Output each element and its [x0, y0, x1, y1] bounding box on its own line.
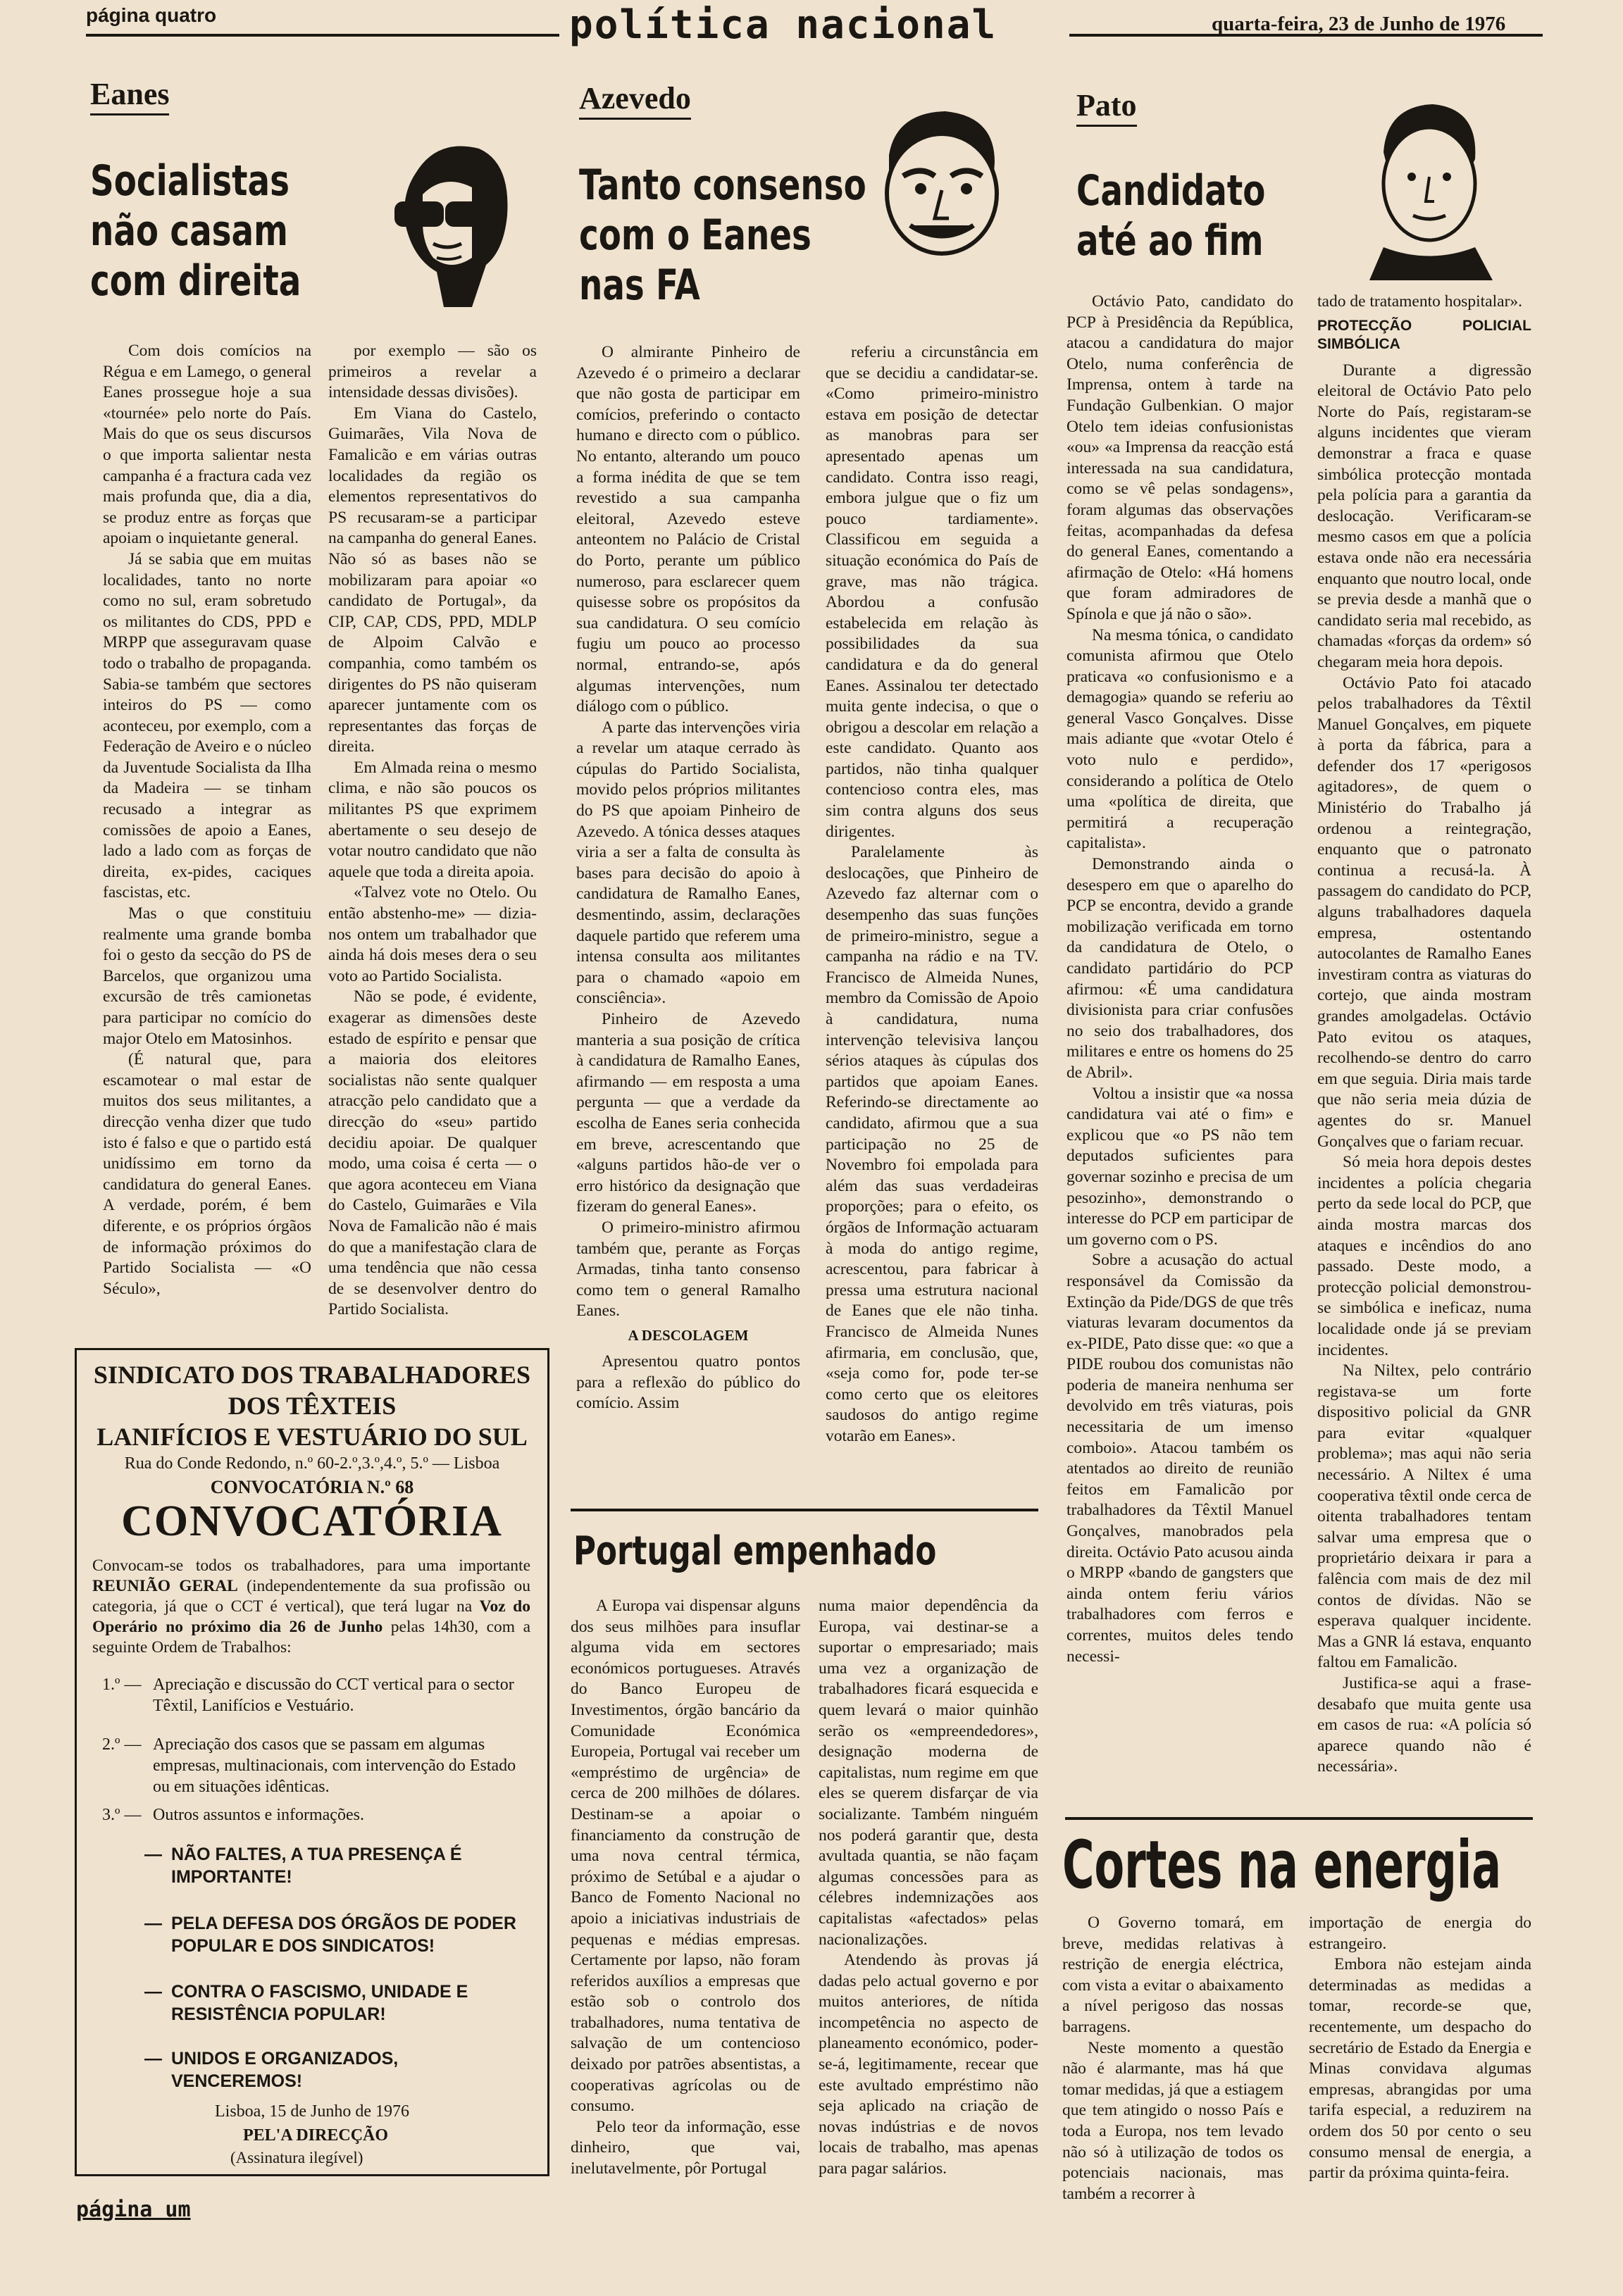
notice-signature-note: (Assinatura ilegível): [230, 2149, 363, 2166]
headline-socialistas: Socialistas não casam com direita: [90, 156, 301, 306]
sunglasses-man-portrait-icon: [366, 131, 521, 314]
article-eanes-col-b: por exemplo — são os primeiros a revelar a intensidade dessas divisões). Em Viana do Castelo, Guimarães, Vila Nova de Famalicão e em várias outras localidades da região os elementos representativos do PS recusaram-se a participar na campanha do general Eanes. Não só as bases não se mobilizaram para apoiar «o candidato de Portugal», da CIP, CAP, CDS, PPD, MDLP de Alpoim Calvão e companhia, como também os dirigentes do PS não quiseram aparecer juntamente com os representantes das forças de direita. Em Almada reina o mesmo clima, e não são poucos os militantes PS que exprimem abertamente o seu desejo de votar noutro candidato que não aquele que toda a direita apoia. «Talvez vote no Otelo. Ou então abstenho-me» — dizia-nos ontem um trabalhador que ainda há dois meses dera o seu voto ao Partido Socialista. Não se pode, é evidente, exagerar as dimensões deste estado de espírito e pensar que a maioria dos eleitores socialistas não sente qualquer atracção pelo candidato que a direcção do «seu» partido decidiu apoiar. De qualquer modo, uma coisa é certa — o que agora aconteceu em Viana do Castelo, Guimarães e Vila Nova de Famalicão não é mais do que a manifestação clara de uma tendência que não cessa de se desenvolver dentro do Partido Socialista.: [328, 342, 537, 1319]
agenda-item-2: 2.º — Apreciação dos casos que se passam em algumas empresas, multinacionais, com intervenção do Estado ou em situações idênticas.: [102, 1735, 516, 1796]
headline-portugal: Portugal empenhado: [573, 1528, 937, 1574]
notice-signature: PEL'A DIRECÇÃO: [243, 2126, 389, 2145]
notice-title: CONVOCATÓRIA: [121, 1497, 503, 1545]
union-name-line3: LANIFÍCIOS E VESTUÁRIO DO SUL: [97, 1423, 528, 1451]
union-name-line1: SINDICATO DOS TRABALHADORES: [93, 1361, 531, 1389]
union-address: Rua do Conde Redondo, n.º 60-2.º,3.º,4.º, 5.º — Lisboa: [124, 1454, 500, 1473]
slogan-4: — UNIDOS E ORGANIZADOS, VENCEREMOS!: [144, 2049, 399, 2091]
article-azevedo-col-a: O almirante Pinheiro de Azevedo é o primeiro a declarar que não gosta de participar em comícios, preferindo o contacto humano e directo com o público. No entanto, alterando um pouco a forma inédita de que se tem revestido a sua campanha eleitoral, Azevedo esteve anteontem no Palácio de Cristal do Porto, perante um público numeroso, para esclarecer quem quisesse sobre os propósitos da sua candidatura. O seu comício fugiu um pouco ao processo normal, entrando-se, após algumas intervenções, num diálogo com o público. A parte das intervenções viria a revelar um ataque cerrado às cúpulas do Partido Socialista, movido pelos próprios militantes do PS que apoiam Pinheiro de Azevedo. A tónica desses ataques viria a ser a falta de consulta às bases para decisão do apoio à candidatura de Ramalho Eanes, desmentindo, assim, declarações daquele partido que referem uma intensa consulta aos militantes para o chamado «apoio em consciência». Pinheiro de Azevedo manteria a sua posição de crítica à candidatura de Ramalho Eanes, afirmando — em resposta a uma pergunta — que a verdade da escolha de Eanes seria conhecida em breve, acrescentando que «alguns partidos hão-de ver o erro histórico da designação que fizeram do general Eanes». O primeiro-ministro afirmou também que, perante as Forças Armadas, tinha tanto consenso como tem o general Ramalho Eanes. A DESCOLAGEM Apresentou quatro pontos para a reflexão do público do comício. Assim: [576, 343, 800, 1413]
article-cortes-col-a: O Governo tomará, em breve, medidas relativas à restrição de energia eléctrica, com vista a evitar o abaixamento a nível perigoso das nossas barragens. Neste momento a questão não é alarmante, mas há que tomar medidas, já que a estiagem que tem atingido o nosso País e toda a Europa, nos tem levado não só à utilização de todos os potenciais nacionais, mas também a recorrer à: [1062, 1914, 1283, 2203]
man-suit-portrait-icon: [1355, 96, 1496, 280]
article-pato-col-a: Octávio Pato, candidato do PCP à Presidência da República, atacou a candidatura do major Otelo, numa conferência de Imprensa, ontem à tarde na Fundação Gulbenkian. O major Otelo tem ideias confusionistas «ou» «a Imprensa da reacção está interessada na sua candidatura, como se vê pelas sondagens», foram algumas das observações feitas, acompanhadas da defesa do general Eanes, comentando a afirmação de Otelo: «Há homens que foram admiradores de Spínola e que já não o são». Na mesma tónica, o candidato comunista afirmou que Otelo praticava «o confusionismo e a demagogia» quando se referiu ao general Vasco Gonçalves. Disse mais adiante que «votar Otelo é voto nulo e perdido», considerando a política de Otelo uma «política de direita, que permitirá a recuperação capitalista». Demonstrando ainda o desespero em que o aparelho do PCP se encontra, devido a grande mobilização verificada em torno da candidatura de Otelo, o candidato partidário do PCP afirmou: «É uma candidatura divisionista para criar confusões no seio dos trabalhadores, dos militares e entre os homens do 25 de Abril». Voltou a insistir que «a nossa candidatura vai até o fim» e explicou que «o PS não tem deputados suficientes para governar sozinho e precisa de um pesozinho», demonstrando o interesse do PCP em participar de um governo com o PS. Sobre a acusação do actual responsável da Comissão da Extinção da Pide/DGS de que três viaturas levaram documentos da ex-PIDE, Pato disse que: «o que a PIDE roubou dos comunistas não poderia de maneira nenhuma ser devolvido em três viaturas, pois necessitaria de um imenso comboio». Atacou também os atentados ao direito de reunião feitos em Famalicão por trabalhadores da Têxtil Manuel Gonçalves, manobrados pela direita. Octávio Pato acusou ainda o MRPP «bando de gangsters que ainda ontem feriu vários trabalhadores com ferros e correntes, muitos deles tendo necessi-: [1067, 292, 1293, 1666]
issue-date: quarta-feira, 23 de Junho de 1976: [1212, 13, 1506, 35]
slogan-3: — CONTRA O FASCISMO, UNIDADE E RESISTÊNCIA POPULAR!: [144, 1982, 468, 2024]
headline-cortes: Cortes na energia: [1062, 1827, 1502, 1904]
portugal-top-rule: [571, 1509, 1038, 1511]
kicker-pato: Pato: [1076, 87, 1137, 127]
union-notice-box: [75, 1348, 549, 2176]
agenda-item-3: 3.º — Outros assuntos e informações.: [102, 1806, 364, 1824]
article-cortes-col-b: importação de energia do estrangeiro. Embora não estejam ainda determinadas as medidas a tomar, recorde-se que, recentemente, um despacho do secretário de Estado da Energia e Minas convidava algumas empresas, abrangidas por uma tarifa especial, a reduzirem na ordem dos 50 por cento o seu consumo mensal de energia, a partir da próxima quinta-feira.: [1309, 1914, 1531, 2183]
slogan-2: — PELA DEFESA DOS ÓRGÃOS DE PODER POPULAR E DOS SINDICATOS!: [144, 1914, 516, 1956]
cortes-top-rule: [1065, 1817, 1533, 1820]
page-number: página quatro: [86, 4, 217, 26]
notice-number: CONVOCATÓRIA N.º 68: [210, 1477, 414, 1497]
notice-intro: Convocam-se todos os trabalhadores, para uma importante REUNIÃO GERAL (independentemente da sua profissão ou categoria, já que o CCT é vertical), que terá lugar na Voz do Operário no próximo dia 26 de Junho pelas 14h30, com a seguinte Ordem de Trabalhos:: [92, 1556, 530, 1657]
masthead-rule-left: [86, 34, 559, 37]
article-portugal-col-b: numa maior dependência da Europa, vai destinar-se a suportar o empresariado; mais uma vez a organização de trabalhadores ficará esquecida e quem levará o maior quinhão serão os «empreendedores», designação moderna de capitalistas, num regime em que eles se querem disfarçar de via socializante. Também ninguém nos poderá garantir que, desta avultada quantia, se não façam algumas concessões para as célebres indemnizações aos capitalistas «afectados» pelas nacionalizações. Atendendo às provas já dadas pelo actual governo e por muitos anteriores, de nítida incompetência no aspecto de planeamento económico, poder-se-á, legitimamente, recear que este avultado empréstimo não seja aplicado na criação de novas indústrias e de novos locais de trabalho, mas apenas para pagar salários.: [819, 1597, 1038, 2178]
admiral-caricature-portrait-icon: [868, 106, 1009, 268]
union-name-line2: DOS TÊXTEIS: [228, 1392, 397, 1420]
article-portugal-col-a: A Europa vai dispensar alguns dos seus milhões para insuflar alguma vida em sectores económicos portugueses. Através do Banco Europeu de Investimentos, órgão bancário da Comunidade Económica Europeia, Portugal vai receber um «empréstimo de urgência» de cerca de 200 milhões de dólares. Destinam-se a apoiar o financiamento da construção de uma nova central térmica, próximo de Setúbal e a ajudar o Banco de Fomento Nacional no apoio a iniciativas industriais de pequenas e médias empresas. Certamente por lapso, não foram referidos auxílios a empresas que estão sob o controlo dos trabalhadores, numa tentativa de salvação de um contencioso deixado por patrões absentistas, a cooperativas agrícolas ou de consumo. Pelo teor da informação, esse dinheiro, que vai, inelutavelmente, pôr Portugal: [571, 1597, 800, 2178]
page-one-link[interactable]: página um: [76, 2197, 191, 2222]
notice-date: Lisboa, 15 de Junho de 1976: [215, 2102, 409, 2121]
slogan-1: — NÃO FALTES, A TUA PRESENÇA É IMPORTANTE!: [144, 1845, 462, 1887]
headline-consenso: Tanto consenso com o Eanes nas FA: [579, 161, 866, 310]
article-eanes-col-a: Com dois comícios na Régua e em Lamego, o general Eanes prossegue hoje a sua «tournée» pelo norte do País. Mais do que os seus discursos o que importa salientar nesta campanha é a fractura cada vez mais profunda que, dia a dia, se produz entre as forças que apoiam o inquietante general. Já se sabia que em muitas localidades, tanto no norte como no sul, eram sobretudo os militantes do CDS, PPD e MRPP que asseguravam quase todo o trabalho de propaganda. Sabia-se também que sectores inteiros do PS — como aconteceu, por exemplo, com a Federação de Aveiro e o núcleo da Juventude Socialista da Ilha da Madeira — se tinham recusado a integrar as comissões de apoio a Eanes, lado a lado com as forças de direita, ex-pides, caciques fascistas, etc. Mas o que constituiu realmente uma grande bomba foi o gesto da secção do PS de Barcelos, que organizou uma excursão de três camionetas para participar no comício do major Otelo em Matosinhos. (É natural que, para escamotear o mal estar de muitos dos seus militantes, a direcção venha dizer que tudo isto é falso e que o partido está unidíssimo em torno da candidatura do general Eanes. A verdade, porém, é bem diferente, e os próprios órgãos de informação próximos do Partido Socialista — «O Século»,: [103, 342, 311, 1298]
kicker-azevedo: Azevedo: [579, 80, 691, 120]
subhead-proteccao: PROTECÇÃO POLICIAL SIMBÓLICA: [1317, 317, 1531, 352]
article-azevedo-col-b: referiu a circunstância em que se decidiu a candidatar-se. «Como primeiro-ministro estava em posição de detectar as manobras para ser apresentado apenas um candidato. Contra isso reagi, embora julgue que o fiz um pouco tardiamente». Classificou em seguida a situação económica do País de grave, mas não trágica. Abordou a confusão estabelecida em relação às possibilidades da sua candidatura e da do general Eanes. Assinalou ter detectado muita gente indecisa, o que o obrigou a descolar em relação a este candidato. Quanto aos partidos, não tinha qualquer contencioso contra eles, mas sim contra alguns dos seus dirigentes. Paralelamente às deslocações, que Pinheiro de Azevedo faz alternar com o desempenho das suas funções de primeiro-ministro, segue a campanha na rádio e na TV. Francisco de Almeida Nunes, membro da Comissão de Apoio à candidatura, numa intervenção televisiva lançou sérios ataques às cúpulas dos partidos que apoiam Eanes. Referindo-se directamente ao candidato, afirmou que a sua participação no 25 de Novembro foi empolada para além das suas verdadeiras proporções; para o efeito, os órgãos de Informação actuaram à moda do antigo regime, acrescentou, para fabricar à pressa uma estrutura nacional de Eanes que ele não tinha. Francisco de Almeida Nunes afirmaria, em conclusão, que, «seja como for, pode ter-se como certo que os eleitores saudosos do antigo regime votarão em Eanes».: [826, 343, 1038, 1445]
headline-candidato: Candidato até ao fim: [1076, 166, 1266, 266]
section-title: política nacional: [569, 2, 997, 48]
agenda-item-1: 1.º — Apreciação e discussão do CCT vertical para o sector Têxtil, Lanifícios e Vestuário.: [102, 1676, 514, 1715]
article-pato-col-b: tado de tratamento hospitalar». PROTECÇÃO POLICIAL SIMBÓLICA Durante a digressão eleitoral de Octávio Pato pelo Norte do País, registaram-se alguns incidentes que vieram demonstrar a fraca e quase simbólica protecção montada pela polícia para a garantia da deslocação. Verificaram-se mesmo casos em que a polícia estava onde não era necessária enquanto que noutro local, onde se previa desde a manhã que o candidato seria mal recebido, as chamadas «forças da ordem» só chegaram meia hora depois. Octávio Pato foi atacado pelos trabalhadores da Têxtil Manuel Gonçalves, em piquete à porta da fábrica, para a defender dos 17 «perigosos agitadores», de quem o Ministério do Trabalho já ordenou a reintegração, enquanto que o patronato continua a recusá-la. À passagem do candidato do PCP, alguns trabalhadores daquela empresa, ostentando autocolantes de Ramalho Eanes investiram contra as viaturas do cortejo, que ainda mostram grandes amolgadelas. Octávio Pato evitou os ataques, recolhendo-se dentro do carro em que seguia. Diria mais tarde que não seria meia dúzia de agentes do sr. Manuel Gonçalves que o fariam recuar. Só meia hora depois destes incidentes a polícia chegaria perto da sede local do PCP, que ainda mostra marcas dos ataques e incêndios do ano passado. Deste modo, a protecção policial demonstrou-se simbólica e ineficaz, numa localidade onde já se previam incidentes. Na Niltex, pelo contrário registava-se um forte dispositivo policial da GNR para evitar «qualquer problema»; mas aqui não seria necessário. A Niltex é uma cooperativa têxtil onde cerca de oitenta trabalhadores tentam salvar uma empresa que o proprietário deixara ir para a falência com mais de dez mil contos de dívidas. Não se esperava qualquer incidente. Mas a GNR lá estava, enquanto faltou em Famalicão. Justifica-se aqui a frase-desabafo que muita gente usa em casos de rua: «A polícia só aparece quando não é necessária».: [1317, 292, 1531, 1776]
kicker-eanes: Eanes: [90, 76, 169, 116]
subhead-descolagem: A DESCOLAGEM: [628, 1326, 749, 1344]
